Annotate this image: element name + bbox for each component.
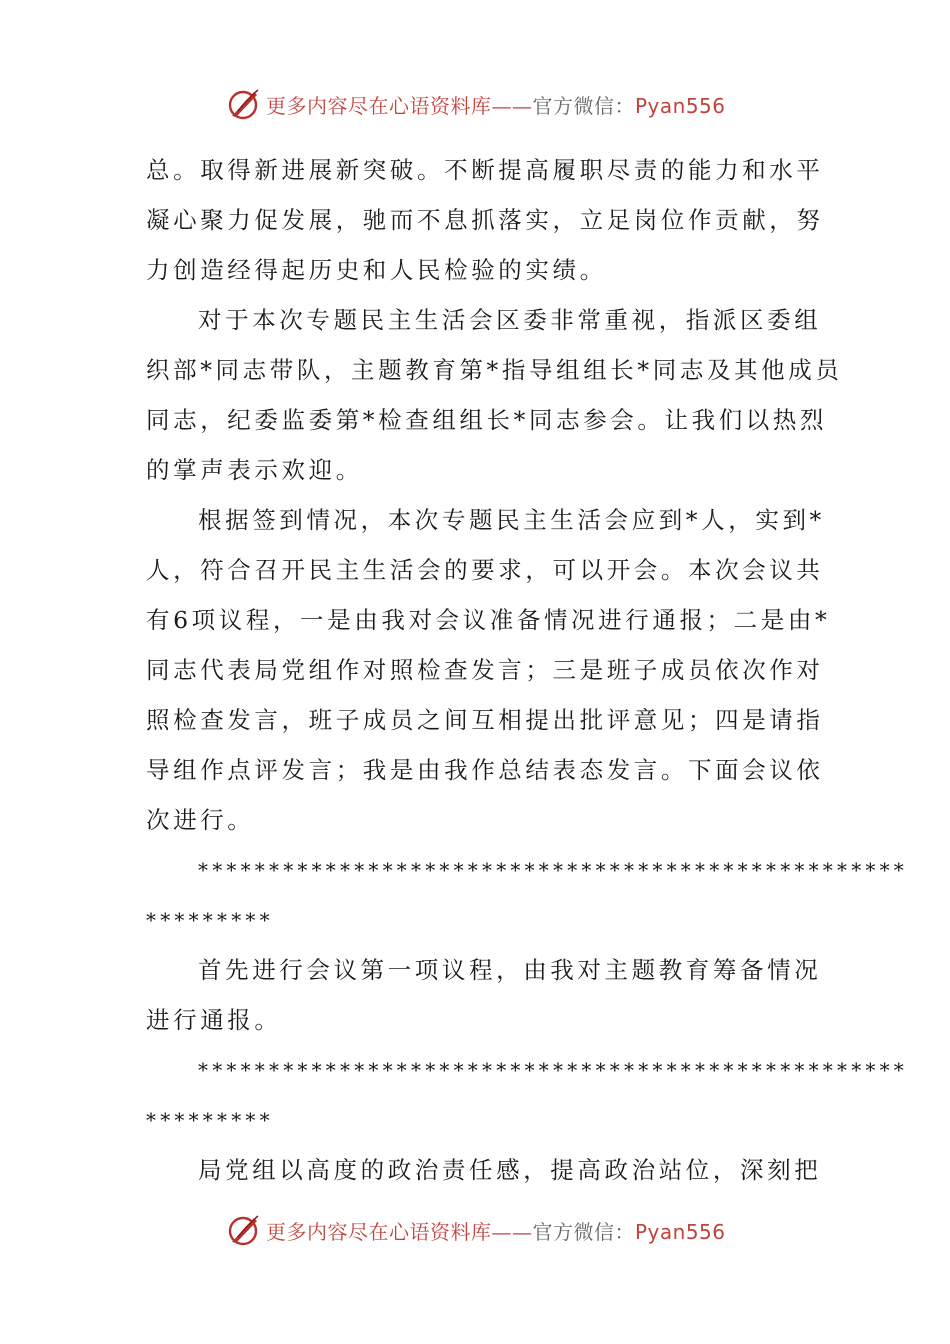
text-line: 进行通报。 — [146, 1006, 282, 1034]
watermark-site: 更多内容尽在心语资料库 — [266, 1220, 492, 1244]
watermark-wechat-label: 官方微信： — [532, 1220, 635, 1244]
text-line: 同志，纪委监委第*检查组组长*同志参会。让我们以热烈 — [146, 406, 828, 434]
text-line: 照检查发言，班子成员之间互相提出批评意见；四是请指 — [146, 706, 824, 734]
footer-watermark — [0, 1210, 950, 1250]
text-line: 人，符合召开民主生活会的要求，可以开会。本次会议共 — [146, 556, 824, 584]
text-line: 织部*同志带队，主题教育第*指导组组长*同志及其他成员 — [146, 356, 843, 384]
text-line: 导组作点评发言；我是由我作总结表态发言。下面会议依 — [146, 756, 824, 784]
quill-logo-icon — [226, 86, 262, 122]
text-line: 凝心聚力促发展，驰而不息抓落实，立足岗位作贡献，努 — [146, 206, 824, 234]
text-line: 的掌声表示欢迎。 — [146, 456, 363, 484]
separator-stars: ********* — [146, 1108, 274, 1132]
text-line: 总。取得新进展新突破。不断提高履职尽责的能力和水平 — [146, 156, 824, 184]
paragraph-start: 首先进行会议第一项议程，由我对主题教育筹备情况 — [198, 956, 822, 984]
watermark-dash: —— — [491, 1220, 533, 1244]
watermark-site: 更多内容尽在心语资料库 — [266, 94, 492, 118]
separator-stars: ************************************************** — [198, 1058, 908, 1082]
paragraph-start: 局党组以高度的政治责任感，提高政治站位，深刻把 — [198, 1156, 822, 1184]
watermark-wechat-label: 官方微信： — [532, 94, 635, 118]
header-watermark — [0, 84, 950, 124]
watermark-dash: —— — [491, 94, 533, 118]
separator-stars: ************************************************** — [198, 858, 908, 882]
text-line: 同志代表局党组作对照检查发言；三是班子成员依次作对 — [146, 656, 824, 684]
separator-stars: ********* — [146, 908, 274, 932]
watermark-text — [266, 1216, 726, 1245]
quill-logo-icon — [226, 1212, 262, 1248]
text-line: 次进行。 — [146, 806, 255, 834]
watermark-wechat-id: Pyan556 — [635, 1220, 726, 1244]
watermark-wechat-id: Pyan556 — [635, 94, 726, 118]
paragraph-start: 根据签到情况，本次专题民主生活会应到*人，实到* — [198, 506, 825, 534]
text-line: 有6项议程，一是由我对会议准备情况进行通报；二是由* — [146, 606, 831, 634]
watermark-text — [266, 90, 726, 119]
text-line: 力创造经得起历史和人民检验的实绩。 — [146, 256, 607, 284]
paragraph-start: 对于本次专题民主生活会区委非常重视，指派区委组 — [198, 306, 822, 334]
